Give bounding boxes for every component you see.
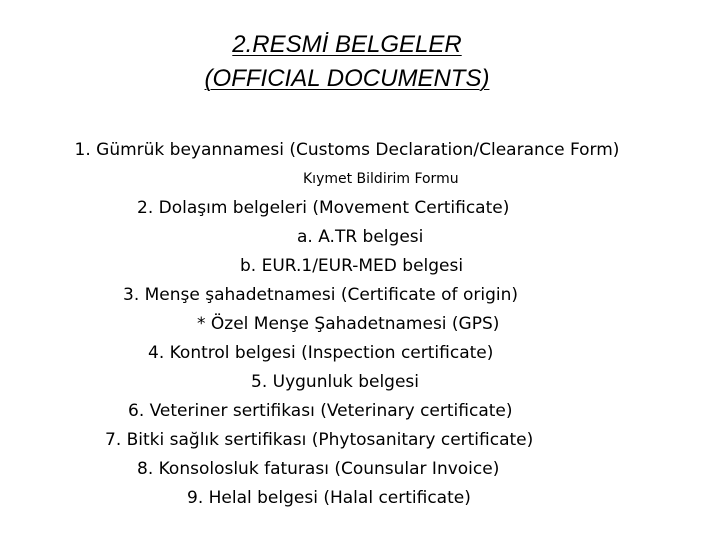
list-item: 2. Dolaşım belgeleri (Movement Certificate) <box>137 198 510 218</box>
list-subitem: Kıymet Bildirim Formu <box>303 171 459 187</box>
list-item: 5. Uygunluk belgesi <box>251 372 420 392</box>
list-item: 6. Veteriner sertifikası (Veterinary certificate) <box>128 401 513 421</box>
list-subitem: a. A.TR belgesi <box>297 227 424 247</box>
title-line-2: (OFFICIAL DOCUMENTS) <box>204 65 490 92</box>
list-item: 3. Menşe şahadetnamesi (Certificate of origin) <box>123 285 518 305</box>
list-subitem: b. EUR.1/EUR-MED belgesi <box>240 256 464 276</box>
list-subitem: * Özel Menşe Şahadetnamesi (GPS) <box>197 314 500 334</box>
list-item: 7. Bitki sağlık sertifikası (Phytosanitary certificate) <box>105 430 534 450</box>
list-item: 9. Helal belgesi (Halal certificate) <box>187 488 471 508</box>
list-item: 4. Kontrol belgesi (Inspection certificate) <box>148 343 494 363</box>
list-item: 1. Gümrük beyannamesi (Customs Declaration/Clearance Form) <box>74 140 620 160</box>
title-line-1: 2.RESMİ BELGELER <box>232 31 462 58</box>
list-item: 8. Konsolosluk faturası (Counsular Invoice) <box>137 459 500 479</box>
